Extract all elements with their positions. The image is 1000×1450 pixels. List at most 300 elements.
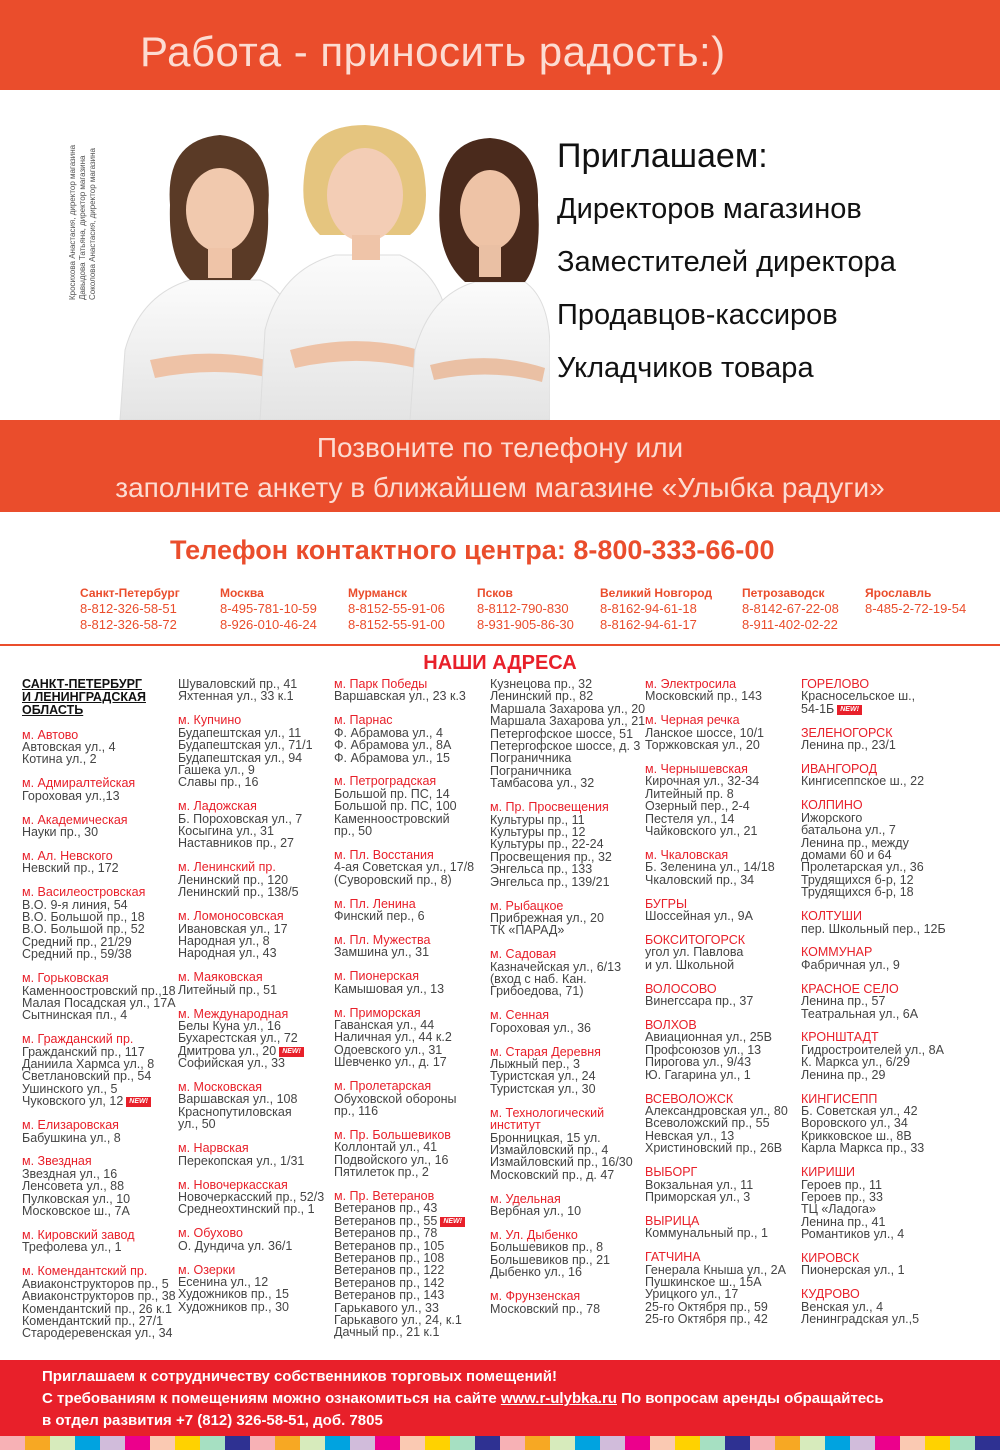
women-photo — [80, 110, 550, 420]
address-text: Ветеранов пр., 55 — [334, 1213, 438, 1228]
stripe-segment — [125, 1436, 150, 1450]
address-line — [645, 874, 800, 886]
address-group-heading: м. Фрунзенская — [490, 1289, 581, 1304]
address-text: Туристская ул., 24 — [490, 1069, 596, 1084]
footer-text: По вопросам аренды обращайтесь — [616, 1390, 884, 1407]
city-phone: 8-812-326-58-51 — [80, 601, 177, 616]
address-group-heading: ИВАНГОРОД — [801, 762, 878, 777]
address-text: Чуковского ул, 12 — [22, 1094, 124, 1109]
city-phone: 8-8112-790-830 — [477, 601, 569, 616]
stripe-segment — [175, 1436, 200, 1450]
address-text: Московский пр., д. 47 — [490, 1167, 615, 1182]
address-group-heading: м. Ломоносовская — [178, 909, 284, 924]
address-group-heading: ГАТЧИНА — [645, 1250, 701, 1265]
address-group-heading: м. Пионерская — [334, 969, 419, 984]
address-text: Культуры пр., 11 — [490, 812, 585, 827]
address-text: Белы Куна ул., 16 — [178, 1018, 281, 1033]
address-text: Косыгина ул., 31 — [178, 824, 274, 839]
address-group-heading: м. Ул. Дыбенко — [490, 1228, 578, 1243]
address-line — [22, 1095, 177, 1107]
address-text: Культуры пр., 22-24 — [490, 837, 604, 852]
address-group — [490, 948, 645, 998]
invite-item: Укладчиков товара — [557, 352, 814, 384]
address-group-heading: м. Пл. Ленина — [334, 896, 416, 911]
address-line — [490, 1083, 645, 1095]
address-text: Б. Советская ул., 42 — [801, 1103, 918, 1118]
address-text: Пирогова ул., 9/43 — [645, 1055, 752, 1070]
address-text: Профсоюзов ул., 13 — [645, 1042, 762, 1057]
stripe-segment — [600, 1436, 625, 1450]
address-line — [801, 703, 956, 715]
address-text: Гороховая ул.,13 — [22, 788, 120, 803]
address-group — [178, 1264, 333, 1314]
address-text: Новочеркасский пр., 52/3 — [178, 1189, 325, 1204]
address-line — [490, 1303, 645, 1315]
address-text: Б. Зеленина ул., 14/18 — [645, 860, 775, 875]
address-line — [645, 1142, 800, 1154]
address-line — [801, 886, 956, 898]
address-text: Котина ул., 2 — [22, 752, 97, 767]
address-text: Ветеранов пр., 43 — [334, 1201, 438, 1216]
address-group-heading: м. Чкаловская — [645, 847, 729, 862]
address-text: Невский пр., 172 — [22, 861, 119, 876]
address-group — [334, 1007, 489, 1069]
address-text: Литейный пр. 8 — [645, 786, 734, 801]
stripe-segment — [925, 1436, 950, 1450]
address-line — [645, 825, 800, 837]
address-line — [178, 984, 333, 996]
address-text: Шоссейная ул., 9А — [645, 909, 753, 924]
address-group — [645, 1166, 800, 1203]
address-text: Ленина пр., 41 — [801, 1214, 886, 1229]
city-phone: 8-485-2-72-19-54 — [865, 601, 967, 616]
address-text: Краснопутиловская — [178, 1104, 292, 1119]
address-group — [334, 1190, 489, 1339]
address-line — [645, 1313, 800, 1325]
stripe-segment — [975, 1436, 1000, 1450]
address-text: Комендантский пр., 27/1 — [22, 1313, 164, 1328]
color-stripe — [0, 1436, 1000, 1450]
address-line — [334, 752, 489, 764]
address-group-heading: м. Пролетарская — [334, 1079, 432, 1094]
address-text: Литейный пр., 51 — [178, 982, 278, 997]
address-text: Петергофское шоссе, д. 3 — [490, 739, 641, 754]
address-text: Пулковская ул., 10 — [22, 1191, 131, 1206]
address-group-heading: КУДРОВО — [801, 1287, 860, 1302]
address-group-heading: м. Пр. Большевиков — [334, 1127, 451, 1142]
address-group — [178, 1142, 333, 1167]
address-text: Коллонтай ул., 41 — [334, 1140, 438, 1155]
address-text: Будапештская ул., 11 — [178, 725, 302, 740]
address-group — [334, 1129, 489, 1179]
address-line — [801, 1313, 956, 1325]
address-text: Автовская ул., 4 — [22, 739, 116, 754]
city-phone: 8-926-010-46-24 — [220, 617, 317, 632]
address-text: Приморская ул., 3 — [645, 1189, 751, 1204]
address-group — [178, 678, 333, 703]
stripe-segment — [300, 1436, 325, 1450]
stripe-segment — [675, 1436, 700, 1450]
stripe-segment — [525, 1436, 550, 1450]
region-heading-line: И ЛЕНИНГРАДСКАЯ — [22, 690, 146, 704]
address-group — [178, 910, 333, 960]
address-group — [490, 900, 645, 937]
address-text: Перекопская ул., 1/31 — [178, 1153, 305, 1168]
stripe-segment — [750, 1436, 775, 1450]
stripe-segment — [450, 1436, 475, 1450]
address-column — [334, 678, 489, 1350]
address-group — [334, 714, 489, 764]
address-group — [801, 763, 956, 788]
new-badge: NEW! — [279, 1047, 304, 1057]
address-line — [801, 1228, 956, 1240]
address-group — [22, 1155, 177, 1217]
address-group — [490, 1229, 645, 1279]
address-group — [22, 850, 177, 875]
address-text: Средний пр., 59/38 — [22, 947, 132, 962]
address-group-heading: м. Технологический институт — [490, 1105, 605, 1133]
stripe-segment — [425, 1436, 450, 1450]
address-line — [178, 690, 333, 702]
address-group-heading: м. Автово — [22, 727, 79, 742]
address-line — [178, 776, 333, 788]
new-badge: NEW! — [837, 705, 862, 715]
address-group-heading: м. Гражданский пр. — [22, 1032, 134, 1047]
address-text: Грибоедова, 71) — [490, 984, 584, 999]
address-group — [490, 1046, 645, 1096]
city-phone: 8-495-781-10-59 — [220, 601, 317, 616]
address-text: Пограничника — [490, 763, 572, 778]
address-group-heading: КОЛТУШИ — [801, 909, 862, 924]
address-text: 25-го Октября пр., 42 — [645, 1312, 768, 1327]
address-column — [490, 678, 645, 1326]
address-text: Красносельское ш., — [801, 689, 916, 704]
address-text: пр., 50 — [334, 824, 373, 839]
address-text: Ланское шоссе, 10/1 — [645, 725, 765, 740]
stripe-segment — [550, 1436, 575, 1450]
address-line — [334, 825, 489, 837]
address-text: Есенина ул., 12 — [178, 1274, 269, 1289]
address-text: Каменноостровский — [334, 811, 450, 826]
address-line — [178, 1057, 333, 1069]
stripe-segment — [250, 1436, 275, 1450]
city-block — [220, 585, 317, 633]
address-text: Подвойского ул., 16 — [334, 1152, 449, 1167]
new-badge: NEW! — [440, 1217, 465, 1227]
address-group — [178, 971, 333, 996]
address-text: ТЦ «Ладога» — [801, 1202, 876, 1217]
address-text: Ветеранов пр., 142 — [334, 1275, 445, 1290]
address-line — [801, 959, 956, 971]
address-text: В.О. 9-я линия, 54 — [22, 897, 128, 912]
address-line — [178, 1118, 333, 1130]
city-phone: 8-931-905-86-30 — [477, 617, 574, 632]
address-text: Пушкинское ш., 15А — [645, 1274, 762, 1289]
address-group — [490, 1107, 645, 1181]
address-line — [490, 924, 645, 936]
call-banner — [0, 420, 1000, 512]
address-group — [490, 801, 645, 888]
address-line — [334, 983, 489, 995]
address-text: Энгельса пр., 139/21 — [490, 874, 610, 889]
address-group — [645, 898, 800, 923]
address-text: Ветеранов пр., 122 — [334, 1263, 445, 1278]
address-text: Маршала Захарова ул., 20 — [490, 701, 646, 716]
address-group — [645, 934, 800, 971]
address-group — [178, 714, 333, 788]
address-group — [645, 763, 800, 837]
address-text: Туристская ул., 30 — [490, 1081, 596, 1096]
invite-item: Заместителей директора — [557, 246, 896, 278]
address-group-heading: м. Ал. Невского — [22, 848, 113, 863]
address-group-heading: КРОНШТАДТ — [801, 1030, 879, 1045]
address-group — [334, 1080, 489, 1117]
address-text: 54-1Б — [801, 701, 835, 716]
address-group-heading: м. Озерки — [178, 1262, 236, 1277]
address-group-heading: м. Пл. Мужества — [334, 933, 431, 947]
call-line: заполните анкету в ближайшем магазине «Улыбка радуги» — [115, 472, 885, 503]
address-text: Героев пр., 33 — [801, 1189, 883, 1204]
address-text: Светлановский пр., 54 — [22, 1069, 152, 1084]
address-text: Александровская ул., 80 — [645, 1103, 788, 1118]
address-text: Пятилеток пр., 2 — [334, 1165, 429, 1180]
address-group — [645, 714, 800, 751]
address-group — [334, 934, 489, 959]
address-group — [645, 983, 800, 1008]
address-text: Ветеранов пр., 108 — [334, 1251, 445, 1266]
address-group-heading: м. Елизаровская — [22, 1118, 119, 1133]
address-group — [801, 910, 956, 935]
address-text: Фабричная ул., 9 — [801, 957, 900, 972]
address-text: Ушинского ул., 5 — [22, 1081, 118, 1096]
address-text: Ленина пр., 57 — [801, 994, 886, 1009]
city-phone: 8-8162-94-61-18 — [600, 601, 697, 616]
address-line — [178, 1240, 333, 1252]
address-line — [334, 1166, 489, 1178]
stripe-segment — [150, 1436, 175, 1450]
address-group — [22, 1229, 177, 1254]
address-line — [645, 1227, 800, 1239]
address-text: Измайловский пр., 16/30 — [490, 1155, 633, 1170]
address-text: Винегссара пр., 37 — [645, 994, 754, 1009]
address-text: Обуховской обороны — [334, 1091, 457, 1106]
address-text: Стародеревенская ул., 34 — [22, 1326, 173, 1341]
address-group-heading: м. Сенная — [490, 1008, 550, 1023]
address-group-heading: КОЛПИНО — [801, 798, 863, 813]
address-line — [801, 775, 956, 787]
address-text: Народная ул., 43 — [178, 946, 277, 961]
address-text: Всеволожский пр., 55 — [645, 1116, 770, 1131]
address-text: угол ул. Павлова — [645, 945, 744, 960]
city-phone: 8-8152-55-91-06 — [348, 601, 445, 616]
footer-text: С требованиям к помещениям можно ознакомиться на сайте — [42, 1390, 501, 1407]
address-text: Ленина пр., между — [801, 835, 909, 850]
footer-line: в отдел развития +7 (812) 326-58-51, доб. 7805 — [42, 1412, 383, 1429]
address-text: Просвещения пр., 32 — [490, 849, 612, 864]
address-line — [22, 1132, 177, 1144]
address-line — [178, 1155, 333, 1167]
address-group-heading: ВОЛХОВ — [645, 1018, 697, 1033]
address-group-heading: КИРИШИ — [801, 1165, 856, 1180]
address-text: Урицкого ул., 17 — [645, 1287, 739, 1302]
stripe-segment — [200, 1436, 225, 1450]
footer-line — [42, 1388, 1000, 1410]
address-group-heading: м. Удельная — [490, 1191, 561, 1206]
address-text: ТК «ПАРАД» — [490, 923, 565, 938]
address-line — [178, 1301, 333, 1313]
address-text: Кингисеппское ш., 22 — [801, 774, 925, 789]
address-text: Ленсовета ул., 88 — [22, 1179, 125, 1194]
banner-title: Работа - приносить радость:) — [140, 28, 726, 75]
address-group — [801, 1166, 956, 1240]
address-line — [22, 862, 177, 874]
address-group — [490, 678, 645, 790]
address-group — [334, 775, 489, 837]
address-line — [178, 837, 333, 849]
address-text: Авиаконструкторов пр., 5 — [22, 1276, 169, 1291]
address-line — [645, 1191, 800, 1203]
address-group-heading: м. Звездная — [22, 1154, 92, 1169]
address-column — [178, 678, 333, 1325]
address-text: Варшавская ул., 108 — [178, 1092, 298, 1107]
address-text: Дыбенко ул., 16 — [490, 1265, 582, 1280]
address-text: Вербная ул., 10 — [490, 1204, 582, 1219]
address-line — [490, 777, 645, 789]
address-line — [490, 1169, 645, 1181]
address-column — [801, 678, 956, 1337]
site-link[interactable]: www.r-ulybka.ru — [500, 1390, 617, 1407]
address-text: Прибрежная ул., 20 — [490, 910, 604, 925]
address-text: Героев пр., 11 — [801, 1177, 882, 1192]
address-text: ул., 50 — [178, 1117, 216, 1132]
address-group — [22, 886, 177, 960]
address-text: Варшавская ул., 23 к.3 — [334, 689, 466, 704]
address-text: Невская ул., 13 — [645, 1128, 735, 1143]
address-text: Гарькавого ул., 24, к.1 — [334, 1313, 462, 1328]
address-text: Пестеля ул., 14 — [645, 811, 735, 826]
address-line — [645, 995, 800, 1007]
address-text: Авиаконструкторов пр., 38 — [22, 1289, 176, 1304]
address-text: Наставников пр., 27 — [178, 836, 295, 851]
city-phone: 8-8142-67-22-08 — [742, 601, 839, 616]
address-text: Ленина пр., 23/1 — [801, 738, 896, 753]
address-text: Финский пер., 6 — [334, 909, 425, 924]
address-text: Трудящихся б-р, 12 — [801, 872, 914, 887]
address-text: Большой пр. ПС, 14 — [334, 786, 450, 801]
address-text: Большой пр. ПС, 100 — [334, 799, 457, 814]
address-group-heading: м. Нарвская — [178, 1141, 249, 1156]
stripe-segment — [725, 1436, 750, 1450]
address-group-heading: м. Маяковская — [178, 970, 263, 985]
address-group-heading: м. Адмиралтейская — [22, 776, 136, 791]
address-line — [22, 790, 177, 802]
address-text: Ленинский пр., 138/5 — [178, 885, 299, 900]
city-name: Мурманск — [348, 586, 408, 600]
address-text: Малая Посадская ул., 17А — [22, 995, 176, 1010]
address-text: Замшина ул., 31 — [334, 945, 430, 960]
address-group — [801, 1031, 956, 1081]
address-line — [178, 1203, 333, 1215]
address-text: Одоевского ул., 31 — [334, 1042, 443, 1057]
stripe-segment — [25, 1436, 50, 1450]
address-text: Звездная ул., 16 — [22, 1166, 118, 1181]
address-line — [645, 739, 800, 751]
address-group-heading: м. Академическая — [22, 812, 128, 827]
address-text: Шуваловский пр., 41 — [178, 677, 298, 691]
city-block — [348, 585, 445, 633]
address-group-heading: м. Ладожская — [178, 799, 257, 814]
address-text: Комендантский пр., 26 к.1 — [22, 1301, 172, 1316]
address-text: Дачный пр., 21 к.1 — [334, 1325, 440, 1340]
address-text: Бабушкина ул., 8 — [22, 1130, 121, 1145]
city-block — [865, 585, 966, 617]
address-line — [22, 753, 177, 765]
address-group-heading: БУГРЫ — [645, 896, 688, 911]
address-line — [334, 910, 489, 922]
stripe-segment — [950, 1436, 975, 1450]
address-group — [645, 849, 800, 886]
address-group — [490, 1193, 645, 1218]
invite-item: Директоров магазинов — [557, 193, 862, 225]
photo-caption — [68, 100, 98, 300]
footer-line: Приглашаем к сотрудничеству собственников торговых помещений! — [42, 1368, 557, 1385]
address-line — [22, 826, 177, 838]
address-text: Пионерская ул., 1 — [801, 1263, 905, 1278]
address-group-heading: м. Комендантский пр. — [22, 1264, 148, 1279]
city-phone: 8-812-326-58-72 — [80, 617, 177, 632]
city-block — [742, 585, 839, 633]
address-text: Коммунальный пр., 1 — [645, 1226, 768, 1241]
address-text: Наличная ул., 44 к.2 — [334, 1030, 452, 1045]
address-line — [22, 1241, 177, 1253]
address-text: Ф. Абрамова ул., 8А — [334, 738, 452, 753]
address-group-heading: м. Парнас — [334, 713, 393, 728]
address-group-heading: КИНГИСЕПП — [801, 1091, 878, 1106]
caption-line: Соколова Анастасия, директор магазина — [88, 148, 97, 300]
address-group-heading: м. Международная — [178, 1006, 289, 1021]
address-group — [178, 800, 333, 850]
address-group-heading: БОКСИТОГОРСК — [645, 933, 746, 947]
address-line — [490, 1205, 645, 1217]
city-block — [80, 585, 180, 633]
stripe-segment — [325, 1436, 350, 1450]
address-text: Энгельса пр., 133 — [490, 862, 593, 877]
address-text: Сытнинская пл., 4 — [22, 1008, 128, 1023]
address-group-heading: м. Пр. Ветеранов — [334, 1189, 435, 1203]
address-text: Науки пр., 30 — [22, 824, 99, 839]
address-text: Яхтенная ул., 33 к.1 — [178, 689, 294, 704]
city-phone: 8-8162-94-61-17 — [600, 617, 697, 632]
address-text: Кирочная ул., 32-34 — [645, 774, 760, 789]
address-line — [801, 1264, 956, 1276]
address-group — [801, 1093, 956, 1155]
region-heading — [22, 678, 177, 717]
address-text: Гарькавого ул., 33 — [334, 1300, 439, 1315]
stripe-segment — [800, 1436, 825, 1450]
address-text: Карла Маркса пр., 33 — [801, 1141, 925, 1156]
city-block — [600, 585, 712, 633]
address-text: (вход с наб. Кан. — [490, 972, 587, 987]
address-group — [178, 861, 333, 898]
address-line — [645, 690, 800, 702]
address-group — [22, 777, 177, 802]
address-line — [22, 1205, 177, 1217]
address-text: К. Маркса ул., 6/29 — [801, 1055, 910, 1070]
address-text: Гражданский пр., 117 — [22, 1044, 145, 1059]
address-text: Ивановская ул., 17 — [178, 921, 288, 936]
divider — [0, 644, 1000, 646]
address-text: О. Дундича ул. 36/1 — [178, 1238, 293, 1253]
